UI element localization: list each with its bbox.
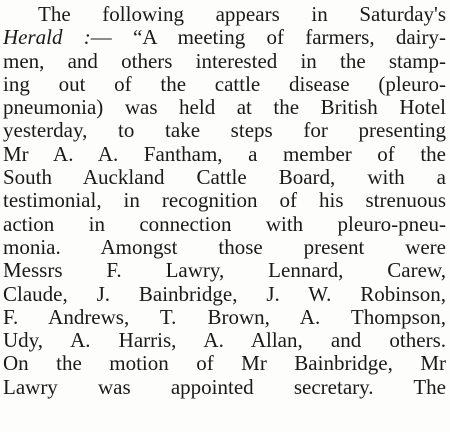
article-line-11: monia. Amongst those present were [3, 235, 446, 259]
article-line-8: South Auckland Cattle Board, with a [3, 166, 446, 190]
article-line-17: Lawry was appointed secretary. The [3, 375, 446, 399]
article-line-5: pneumonia) was held at the British Hotel [3, 96, 446, 120]
article-line-13: Claude, J. Bainbridge, J. W. Robinson, [3, 282, 446, 306]
article-line-3: men, and others interested in the stamp- [3, 49, 446, 73]
article-line-7: Mr A. A. Fantham, a member of the [3, 142, 446, 166]
article-line-15: Udy, A. Harris, A. Allan, and others. [3, 329, 446, 353]
article-line-14: F. Andrews, T. Brown, A. Thompson, [3, 305, 446, 329]
article-line-10: action in connection with pleuro-pneu- [3, 212, 446, 236]
article-line-16: On the motion of Mr Bainbridge, Mr [3, 352, 446, 376]
article-line-2 [3, 26, 446, 49]
article-line-6: yesterday, to take steps for presenting [3, 119, 446, 143]
article-line-2-text: — “A meeting of farmers, dairy- [90, 26, 446, 50]
article-line-1: The following appears in Saturday's [38, 3, 446, 26]
article-line-4: ing out of the cattle disease (pleuro- [3, 72, 446, 96]
newspaper-name: Herald : [3, 26, 91, 50]
article-line-9: testimonial, in recognition of his strenuous [3, 189, 446, 213]
article-line-12: Messrs F. Lawry, Lennard, Carew, [3, 259, 446, 283]
